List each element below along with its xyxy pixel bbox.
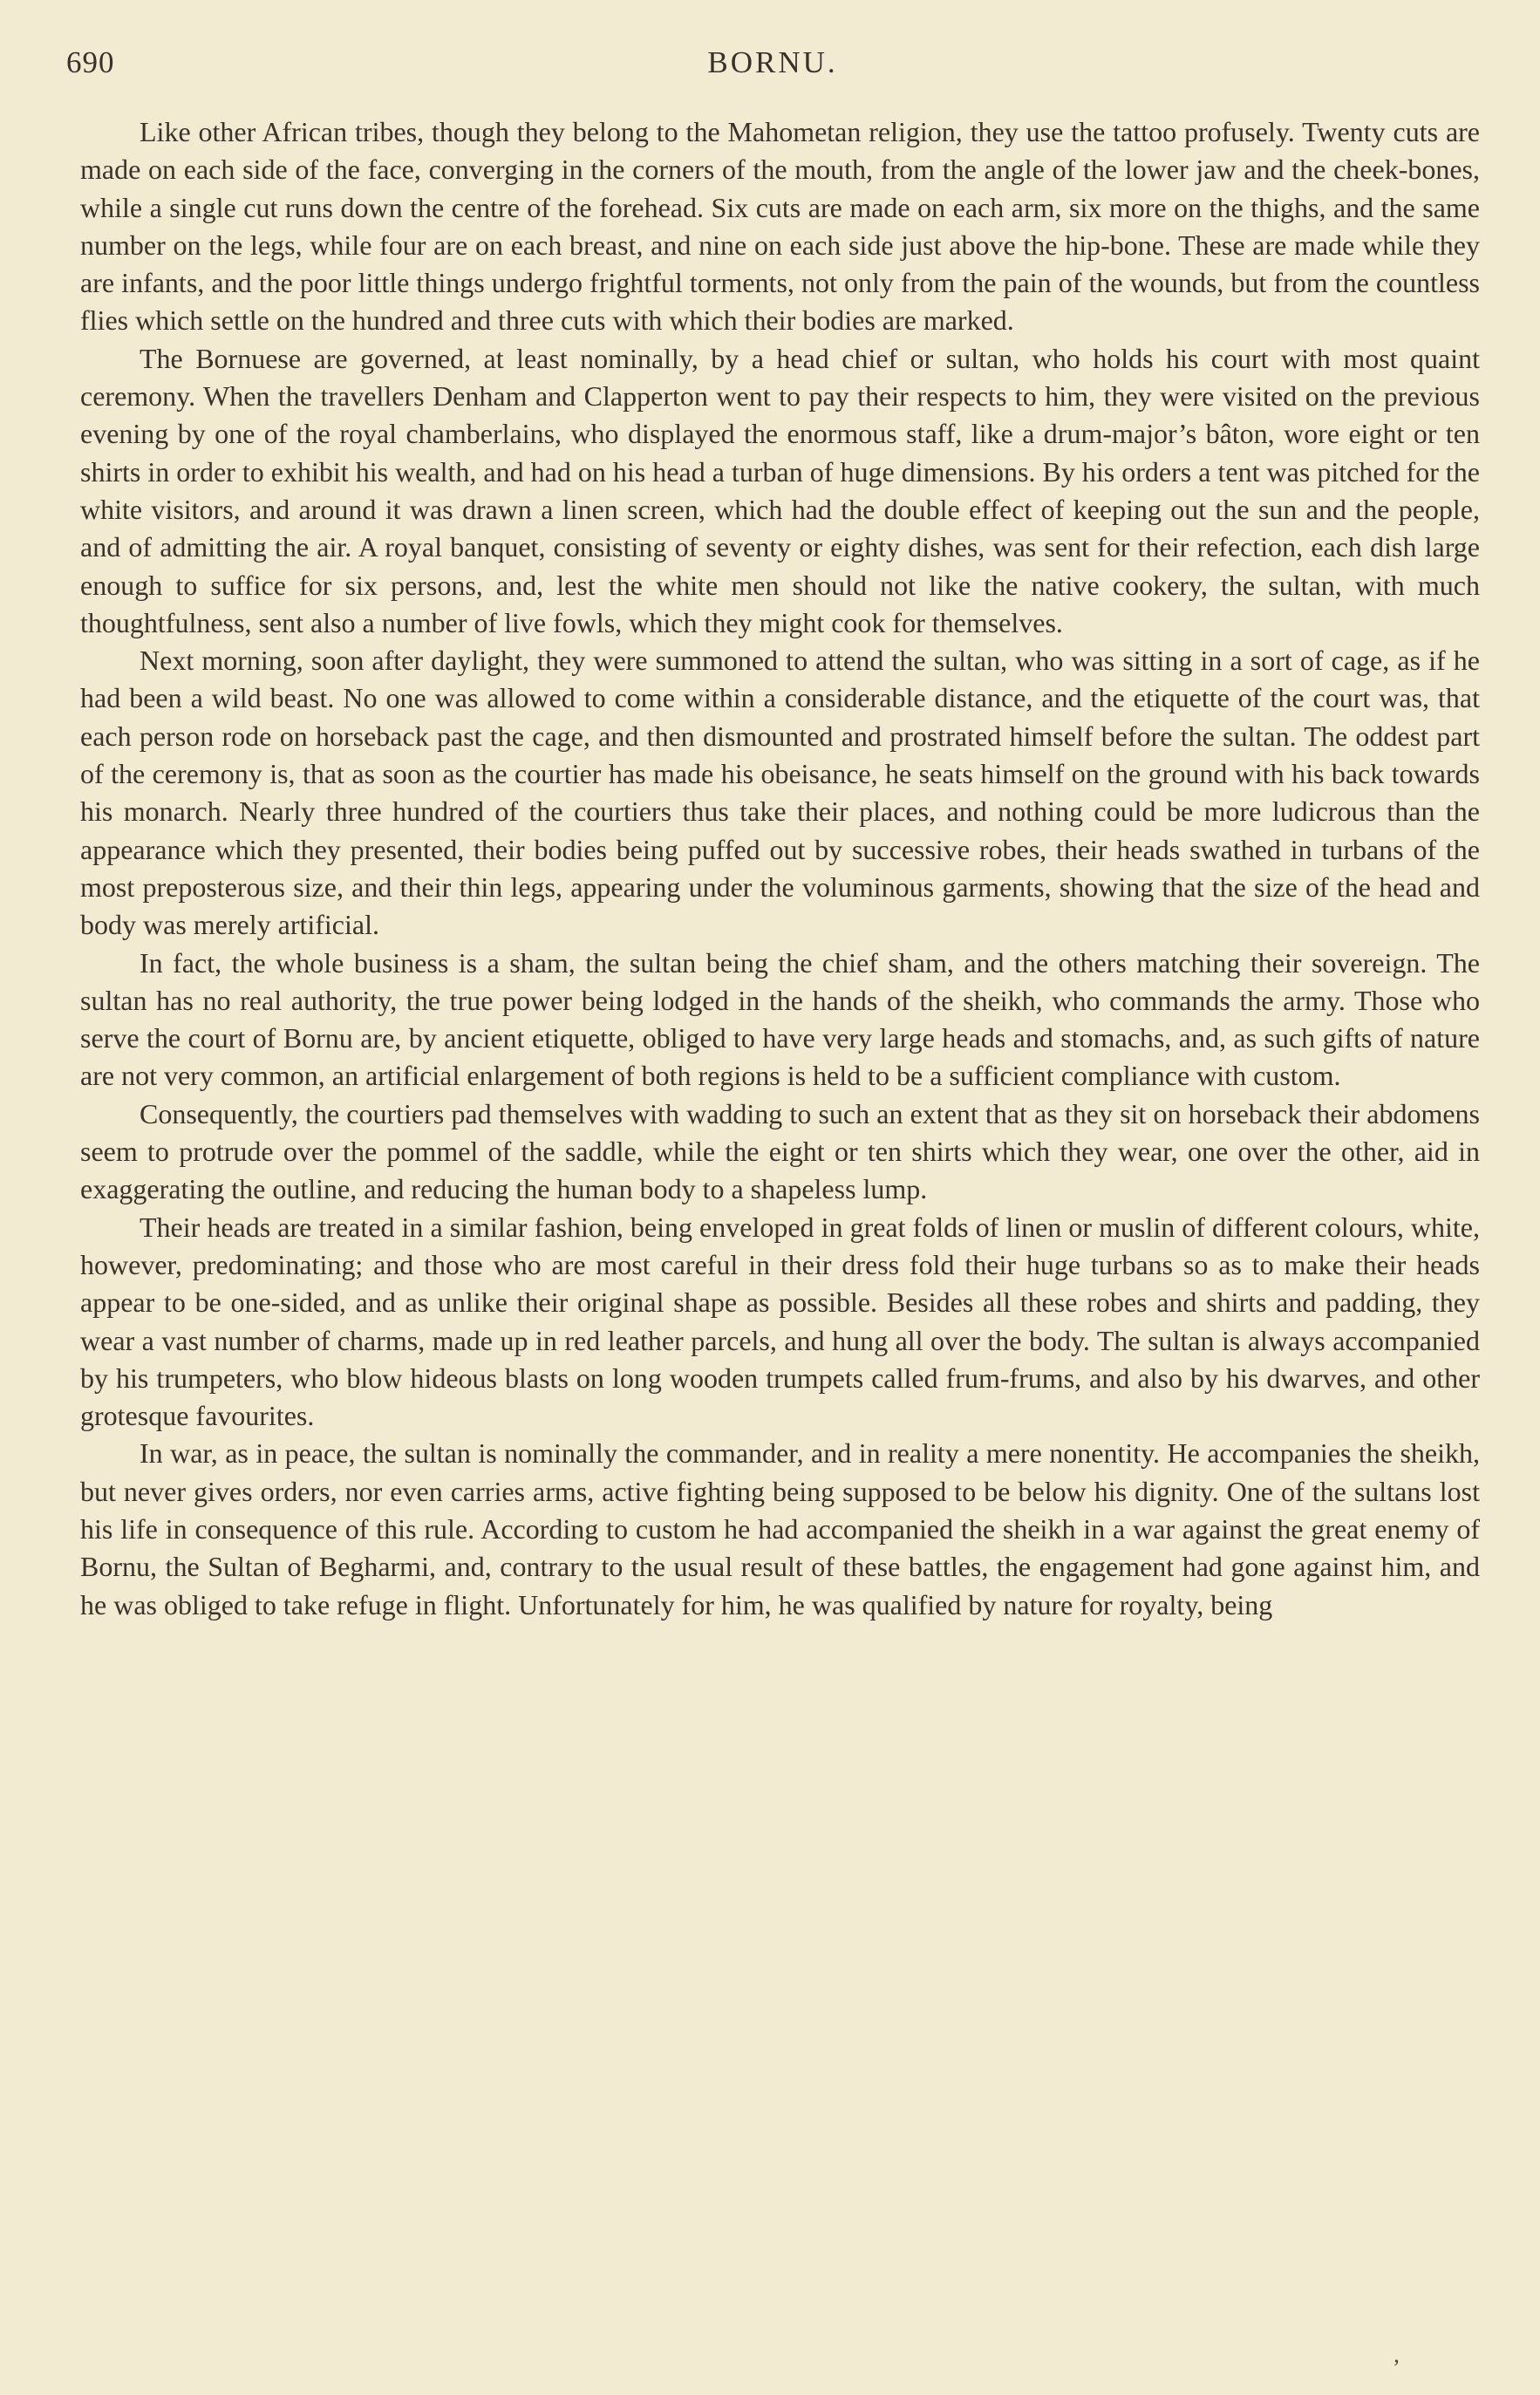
- paragraph: Their heads are treated in a similar fashion, being enveloped in great folds of linen or muslin of different colours, white, however, predominating; and those who are most careful in their dress fold their huge turbans so as to make their heads appear to be one-sided, and as unlike their original shape as possible. Besides all these robes and shirts and padding, they wear a vast number of charms, made up in red leather parcels, and hung all over the body. The sultan is always accompanied by his trumpeters, who blow hideous blasts on long wooden trumpets called frum-frums, and also by his dwarves, and other grotesque favourites.: [80, 1211, 1480, 1432]
- page-number: 690: [66, 45, 115, 79]
- paragraph: Next morning, soon after daylight, they were summoned to attend the sultan, who was sitting in a sort of cage, as if he had been a wild beast. No one was allowed to come within a considerable distance, and the etiquette of the court was, that each person rode on horseback past the cage, and then dismounted and prostrated himself before the sultan. The oddest part of the ceremony is, that as soon as the courtier has made his obeisance, he seats himself on the ground with his back towards his monarch. Nearly three hundred of the courtiers thus take their places, and nothing could be more ludicrous than the appearance which they presented, their bodies being puffed out by successive robes, their heads swathed in turbans of the most preposterous size, and their thin legs, appearing under the voluminous garments, showing that the size of the head and body was merely artificial.: [80, 645, 1480, 941]
- paragraph: The Bornuese are governed, at least nominally, by a head chief or sultan, who holds his court with most quaint ceremony. When the travellers Denham and Clapperton went to pay their respects to him, they were visited on the previous evening by one of the royal chamberlains, who displayed the enormous staff, like a drum-major’s bâton, wore eight or ten shirts in order to exhibit his wealth, and had on his head a turban of huge dimensions. By his orders a tent was pitched for the white visitors, and around it was drawn a linen screen, which had the double effect of keeping out the sun and the people, and of admitting the air. A royal banquet, consisting of seventy or eighty dishes, was sent for their refection, each dish large enough to suffice for six persons, and, lest the white men should not like the native cookery, the sultan, with much thoughtfulness, sent also a number of live fowls, which they might cook for themselves.: [80, 342, 1480, 638]
- body-text: [80, 113, 1480, 1624]
- paragraph: Like other African tribes, though they belong to the Mahometan religion, they use the tattoo profusely. Twenty cuts are made on each side of the face, converging in the corners of the mouth, from the angle of the lower jaw and the cheek-bones, while a single cut runs down the centre of the forehead. Six cuts are made on each arm, six more on the thighs, and the same number on the legs, while four are on each breast, and nine on each side just above the hip-bone. These are made while they are infants, and the poor little things undergo frightful torments, not only from the pain of the wounds, but from the countless flies which settle on the hundred and three cuts with which their bodies are marked.: [80, 116, 1480, 337]
- paragraph: In fact, the whole business is a sham, the sultan being the chief sham, and the others matching their sovereign. The sultan has no real authority, the true power being lodged in the hands of the sheikh, who commands the army. Those who serve the court of Bornu are, by ancient etiquette, obliged to have very large heads and stomachs, and, as such gifts of nature are not very common, an artificial enlargement of both regions is held to be a sufficient compliance with custom.: [80, 946, 1480, 1092]
- paragraph: In war, as in peace, the sultan is nominally the commander, and in reality a mere nonentity. He accompanies the sheikh, but never gives orders, nor even carries arms, active fighting being supposed to be below his dignity. One of the sultans lost his life in consequence of this rule. According to custom he had accompanied the sheikh in a war against the great enemy of Bornu, the Sultan of Begharmi, and, contrary to the usual result of these battles, the engagement had gone against him, and he was obliged to take refuge in flight. Unfortunately for him, he was qualified by nature for royalty, being: [80, 1437, 1480, 1621]
- printer-mark: ’: [1393, 2355, 1400, 2380]
- page-header: [66, 45, 1479, 89]
- paragraph: Consequently, the courtiers pad themselves with wadding to such an extent that as they sit on horseback their abdomens seem to protrude over the pommel of the saddle, while the eight or ten shirts which they wear, one over the other, aid in exaggerating the outline, and reducing the human body to a shapeless lump.: [80, 1097, 1480, 1205]
- running-head: BORNU.: [707, 45, 838, 79]
